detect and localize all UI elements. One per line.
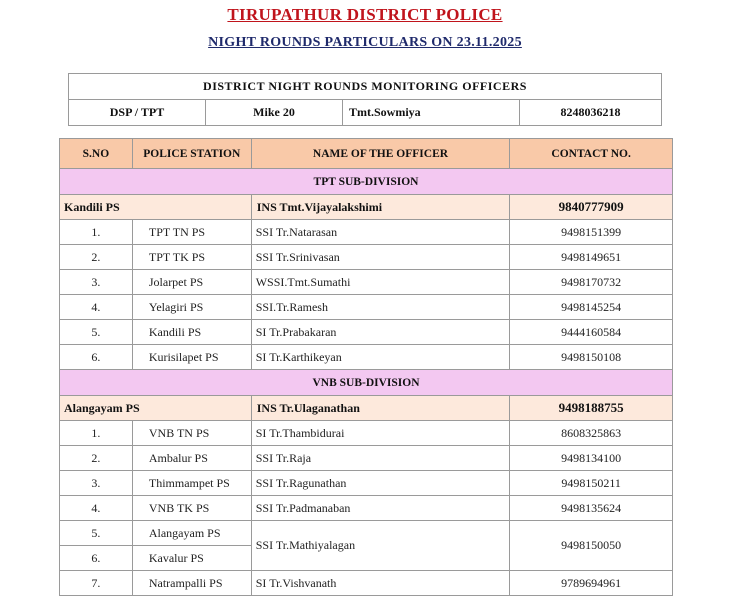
monitoring-callsign: Mike 20: [206, 100, 343, 126]
table-row: [60, 345, 673, 370]
row-officer: SI Tr.Thambidurai: [251, 421, 510, 446]
row-sno: 5.: [60, 320, 133, 345]
row-contact: 9498150211: [510, 471, 673, 496]
row-contact: 9498151399: [510, 220, 673, 245]
monitoring-officer-name: Tmt.Sowmiya: [343, 100, 520, 126]
monitoring-heading: DISTRICT NIGHT ROUNDS MONITORING OFFICERS: [69, 74, 662, 100]
row-station: VNB TK PS: [132, 496, 251, 521]
monitoring-rank: DSP / TPT: [69, 100, 206, 126]
row-officer: SSI Tr.Natarasan: [251, 220, 510, 245]
row-station: Natrampalli PS: [132, 571, 251, 596]
inspector-contact: 9498188755: [510, 396, 673, 421]
row-station: Kandili PS: [132, 320, 251, 345]
subdivision-row: [60, 370, 673, 396]
inspector-name: INS Tmt.Vijayalakshimi: [251, 195, 510, 220]
row-station: TPT TK PS: [132, 245, 251, 270]
row-sno: 3.: [60, 471, 133, 496]
inspector-row: [60, 396, 673, 421]
row-contact: 9498149651: [510, 245, 673, 270]
monitoring-contact: 8248036218: [520, 100, 662, 126]
inspector-station: Kandili PS: [60, 195, 252, 220]
table-row: [60, 295, 673, 320]
row-officer: SSI Tr.Padmanaban: [251, 496, 510, 521]
table-row: [60, 421, 673, 446]
row-sno: 5.: [60, 521, 133, 546]
table-row: [60, 471, 673, 496]
column-header-officer: NAME OF THE OFFICER: [251, 139, 510, 169]
night-rounds-table: [59, 138, 673, 596]
row-station: Ambalur PS: [132, 446, 251, 471]
page-title: TIRUPATHUR DISTRICT POLICE: [227, 5, 503, 24]
subdivision-title: TPT SUB-DIVISION: [60, 169, 673, 195]
monitoring-officers-table: [68, 73, 662, 126]
row-station: Kavalur PS: [132, 546, 251, 571]
row-contact: 9498150108: [510, 345, 673, 370]
row-contact: 9498145254: [510, 295, 673, 320]
table-row: [60, 245, 673, 270]
row-station: Kurisilapet PS: [132, 345, 251, 370]
row-officer: SSI Tr.Mathiyalagan: [251, 521, 510, 571]
row-sno: 7.: [60, 571, 133, 596]
table-row: [60, 496, 673, 521]
row-station: Thimmampet PS: [132, 471, 251, 496]
row-sno: 3.: [60, 270, 133, 295]
row-contact: 9498135624: [510, 496, 673, 521]
row-sno: 4.: [60, 295, 133, 320]
inspector-name: INS Tr.Ulaganathan: [251, 396, 510, 421]
row-contact: 8608325863: [510, 421, 673, 446]
column-header-station: POLICE STATION: [132, 139, 251, 169]
row-officer: SSI Tr.Srinivasan: [251, 245, 510, 270]
row-contact: 9498150050: [510, 521, 673, 571]
row-contact: 9789694961: [510, 571, 673, 596]
row-station: TPT TN PS: [132, 220, 251, 245]
table-row: [60, 521, 673, 546]
table-row: [60, 270, 673, 295]
row-contact: 9498134100: [510, 446, 673, 471]
row-sno: 1.: [60, 220, 133, 245]
page-subtitle: NIGHT ROUNDS PARTICULARS ON 23.11.2025: [208, 35, 522, 50]
row-officer: SI Tr.Prabakaran: [251, 320, 510, 345]
subdivision-title: VNB SUB-DIVISION: [60, 370, 673, 396]
row-officer: SI Tr.Vishvanath: [251, 571, 510, 596]
column-header-contact: CONTACT NO.: [510, 139, 673, 169]
row-station: Alangayam PS: [132, 521, 251, 546]
row-sno: 2.: [60, 245, 133, 270]
row-officer: SSI.Tr.Ramesh: [251, 295, 510, 320]
table-row: [60, 320, 673, 345]
inspector-row: [60, 195, 673, 220]
table-row: [60, 571, 673, 596]
row-officer: SI Tr.Karthikeyan: [251, 345, 510, 370]
inspector-contact: 9840777909: [510, 195, 673, 220]
row-station: Jolarpet PS: [132, 270, 251, 295]
row-sno: 4.: [60, 496, 133, 521]
table-row: [60, 220, 673, 245]
row-station: Yelagiri PS: [132, 295, 251, 320]
row-contact: 9498170732: [510, 270, 673, 295]
row-officer: SSI Tr.Ragunathan: [251, 471, 510, 496]
row-sno: 2.: [60, 446, 133, 471]
subdivision-row: [60, 169, 673, 195]
table-header-row: [60, 139, 673, 169]
row-contact: 9444160584: [510, 320, 673, 345]
row-officer: WSSI.Tmt.Sumathi: [251, 270, 510, 295]
row-sno: 6.: [60, 546, 133, 571]
table-row: [60, 446, 673, 471]
row-officer: SSI Tr.Raja: [251, 446, 510, 471]
column-header-sno: S.NO: [60, 139, 133, 169]
row-sno: 1.: [60, 421, 133, 446]
row-station: VNB TN PS: [132, 421, 251, 446]
inspector-station: Alangayam PS: [60, 396, 252, 421]
row-sno: 6.: [60, 345, 133, 370]
